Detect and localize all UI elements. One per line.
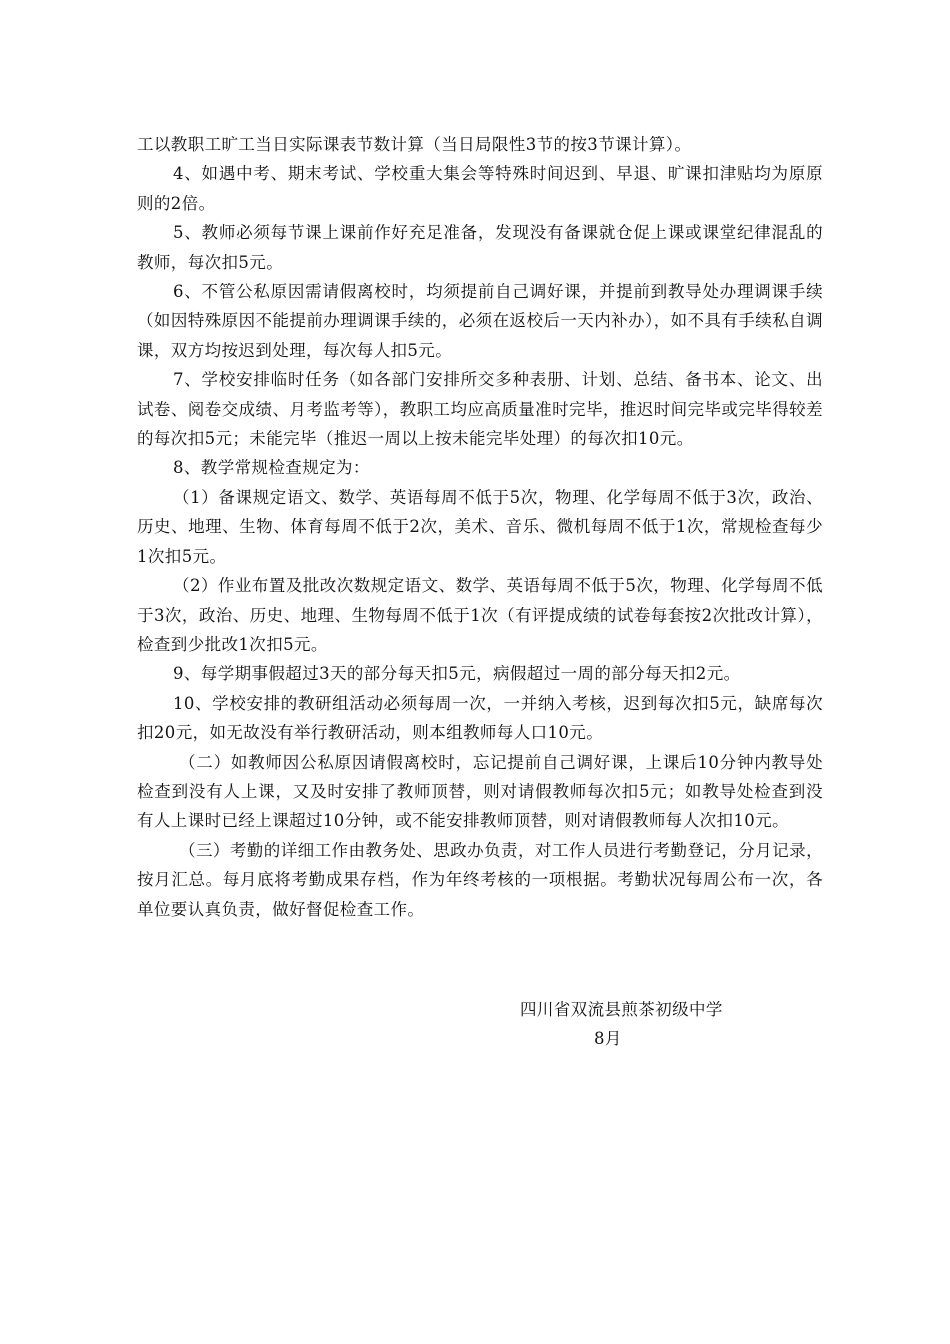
paragraph-item-8: 8、教学常规检查规定为： (173, 458, 370, 478)
signature-organization: 四川省双流县煎茶初级中学 (520, 1000, 723, 1019)
paragraph-item-6: 6、不管公私原因需请假离校时，均须提前自己调好课，并提前到教导处办理调课手续（如因特殊原因不能提前办理调课手续的，必须在返校后一天内补办），如不具有手续私自调课，双方均按迟到处理，每次每人扣5元。 (137, 282, 823, 360)
paragraph-section-2: （二）如教师因公私原因请假离校时，忘记提前自己调好课，上课后10分钟内教导处检查到没有人上课，又及时安排了教师顶替，则对请假教师每次扣5元；如教导处检查到没有人上课时已经上课超过10分钟，或不能安排教师顶替，则对请假教师每人次扣10元。 (137, 752, 823, 831)
paragraph-item-4: 4、如遇中考、期末考试、学校重大集会等特殊时间迟到、早退、旷课扣津贴均为原原则的2倍。 (137, 164, 823, 213)
paragraph-item-10: 10、学校安排的教研组活动必须每周一次，一并纳入考核，迟到每次扣5元，缺席每次扣20元，如无故没有举行教研活动，则本组教师每人口10元。 (137, 693, 823, 743)
paragraph-item-9: 9、每学期事假超过3天的部分每天扣5元，病假超过一周的部分每天扣2元。 (173, 664, 741, 684)
paragraph-item-8-1: （1）备课规定语文、数学、英语每周不低于5次，物理、化学每周不低于3次，政治、历史、地理、生物、体育每周不低于2次，美术、音乐、微机每周不低于1次，常规检查每少1次扣5元。 (137, 487, 823, 566)
paragraph-section-3: （三）考勤的详细工作由教务处、思政办负责，对工作人员进行考勤登记，分月记录，按月汇总。每月底将考勤成果存档，作为年终考核的一项根据。考勤状况每周公布一次，各单位要认真负责，做好督促检查工作。 (137, 840, 823, 919)
paragraph-item-7: 7、学校安排临时任务（如各部门安排所交多种表册、计划、总结、备书本、论文、出试卷、阅卷交成绩、月考监考等），教职工均应高质量准时完毕，推迟时间完毕或完毕得较差的每次扣5元；未能完毕（推迟一周以上按未能完毕处理）的每次扣10元。 (137, 370, 823, 449)
paragraph-item-5: 5、教师必须每节课上课前作好充足准备，发现没有备课就仓促上课或课堂纪律混乱的教师，每次扣5元。 (137, 223, 823, 272)
signature-block (520, 995, 760, 1054)
paragraph-continuation: 工以教职工旷工当日实际课表节数计算（当日局限性3节的按3节课计算）。 (137, 135, 692, 154)
signature-date: 8月 (594, 1029, 622, 1049)
document-body (137, 130, 823, 924)
paragraph-item-8-2: （2）作业布置及批改次数规定语文、数学、英语每周不低于5次，物理、化学每周不低于3次，政治、历史、地理、生物每周不低于1次（有评提成绩的试卷每套按2次批改计算），检查到少批改1次扣5元。 (137, 576, 823, 654)
